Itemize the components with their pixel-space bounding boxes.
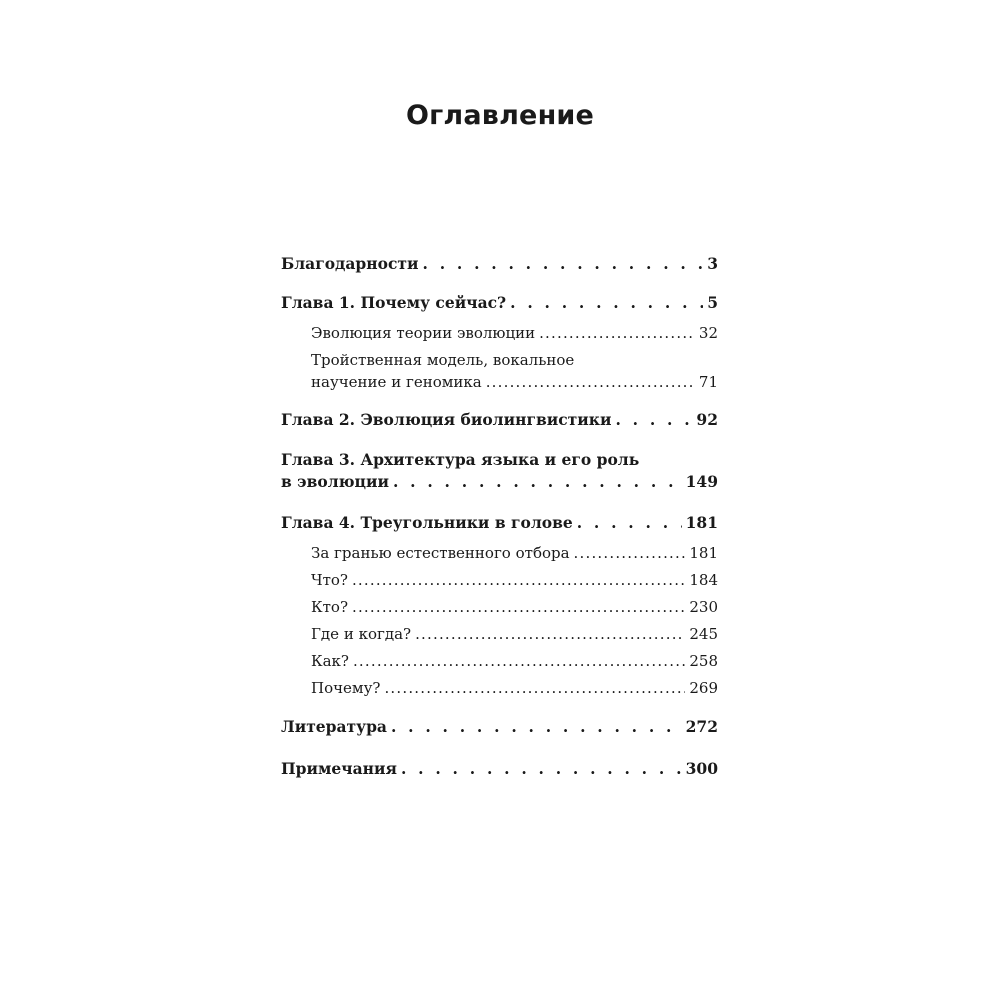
toc-entry-label: Благодарности bbox=[281, 254, 419, 273]
dot-leader bbox=[391, 715, 682, 739]
toc-entry-ch4-how[interactable] bbox=[311, 649, 718, 673]
toc-entry-ch1-evolution-of-theory[interactable] bbox=[311, 321, 718, 345]
toc-entry-label: в эволюции bbox=[281, 472, 389, 491]
page-title: Оглавление bbox=[405, 100, 595, 131]
toc-entry-chapter-1[interactable] bbox=[281, 291, 718, 315]
toc-page-number: 5 bbox=[707, 293, 718, 312]
toc-page-number: 71 bbox=[698, 373, 718, 391]
toc-entry-ch4-beyond-selection[interactable] bbox=[311, 541, 718, 565]
toc-page-number: 272 bbox=[685, 717, 718, 736]
dot-leader bbox=[353, 649, 685, 673]
toc-entry-label: Эволюция теории эволюции bbox=[311, 324, 536, 342]
toc-entry-ch4-who[interactable] bbox=[311, 595, 718, 619]
toc-page-number: 181 bbox=[689, 544, 718, 562]
dot-leader bbox=[352, 595, 685, 619]
toc-entry-notes[interactable] bbox=[281, 757, 718, 781]
toc-entry-label: Глава 4. Треугольники в голове bbox=[281, 513, 573, 532]
toc-entry-label: Литература bbox=[281, 717, 387, 736]
toc-entry-label: Глава 1. Почему сейчас? bbox=[281, 293, 507, 312]
toc-page-number: 181 bbox=[685, 513, 718, 532]
dot-leader bbox=[393, 470, 682, 494]
toc-entry-ch4-why[interactable] bbox=[311, 676, 718, 700]
toc-page-number: 230 bbox=[689, 598, 718, 616]
toc-entry-ch1-triple-model[interactable] bbox=[311, 370, 718, 394]
toc-entry-ch1-triple-model-line1[interactable]: Тройственная модель, вокальное bbox=[311, 351, 575, 369]
dot-leader bbox=[401, 757, 682, 781]
dot-leader bbox=[384, 676, 685, 700]
toc-entry-ch4-what[interactable] bbox=[311, 568, 718, 592]
toc-entry-label: Глава 2. Эволюция биолингвистики bbox=[281, 410, 612, 429]
toc-entry-label: Что? bbox=[311, 571, 348, 589]
dot-leader bbox=[415, 622, 685, 646]
dot-leader bbox=[615, 408, 692, 432]
toc-entry-acknowledgements[interactable] bbox=[281, 252, 718, 276]
toc-entry-label: Как? bbox=[311, 652, 349, 670]
dot-leader bbox=[574, 541, 686, 565]
toc-page-number: 258 bbox=[689, 652, 718, 670]
dot-leader bbox=[423, 252, 704, 276]
toc-page-number: 32 bbox=[698, 324, 718, 342]
dot-leader bbox=[539, 321, 695, 345]
toc-page-number: 269 bbox=[689, 679, 718, 697]
toc-entry-label: научение и геномика bbox=[311, 373, 482, 391]
dot-leader bbox=[486, 370, 695, 394]
toc-entry-label: Кто? bbox=[311, 598, 348, 616]
toc-page-number: 3 bbox=[707, 254, 718, 273]
toc-entry-label: Примечания bbox=[281, 759, 397, 778]
toc-entry-chapter-3-line1[interactable]: Глава 3. Архитектура языка и его роль bbox=[281, 450, 640, 469]
toc-entry-chapter-3[interactable] bbox=[281, 470, 718, 494]
toc-page-number: 149 bbox=[685, 472, 718, 491]
toc-entry-literature[interactable] bbox=[281, 715, 718, 739]
dot-leader bbox=[352, 568, 685, 592]
dot-leader bbox=[510, 291, 703, 315]
toc-entry-chapter-4[interactable] bbox=[281, 511, 718, 535]
toc-entry-label: За гранью естественного отбора bbox=[311, 544, 570, 562]
toc-page-number: 92 bbox=[696, 410, 718, 429]
toc-page-number: 245 bbox=[689, 625, 718, 643]
toc-entry-ch4-where-when[interactable] bbox=[311, 622, 718, 646]
toc-page-number: 184 bbox=[689, 571, 718, 589]
toc-entry-label: Где и когда? bbox=[311, 625, 412, 643]
toc-entry-chapter-2[interactable] bbox=[281, 408, 718, 432]
toc-page-number: 300 bbox=[685, 759, 718, 778]
dot-leader bbox=[577, 511, 682, 535]
toc-entry-label: Почему? bbox=[311, 679, 381, 697]
